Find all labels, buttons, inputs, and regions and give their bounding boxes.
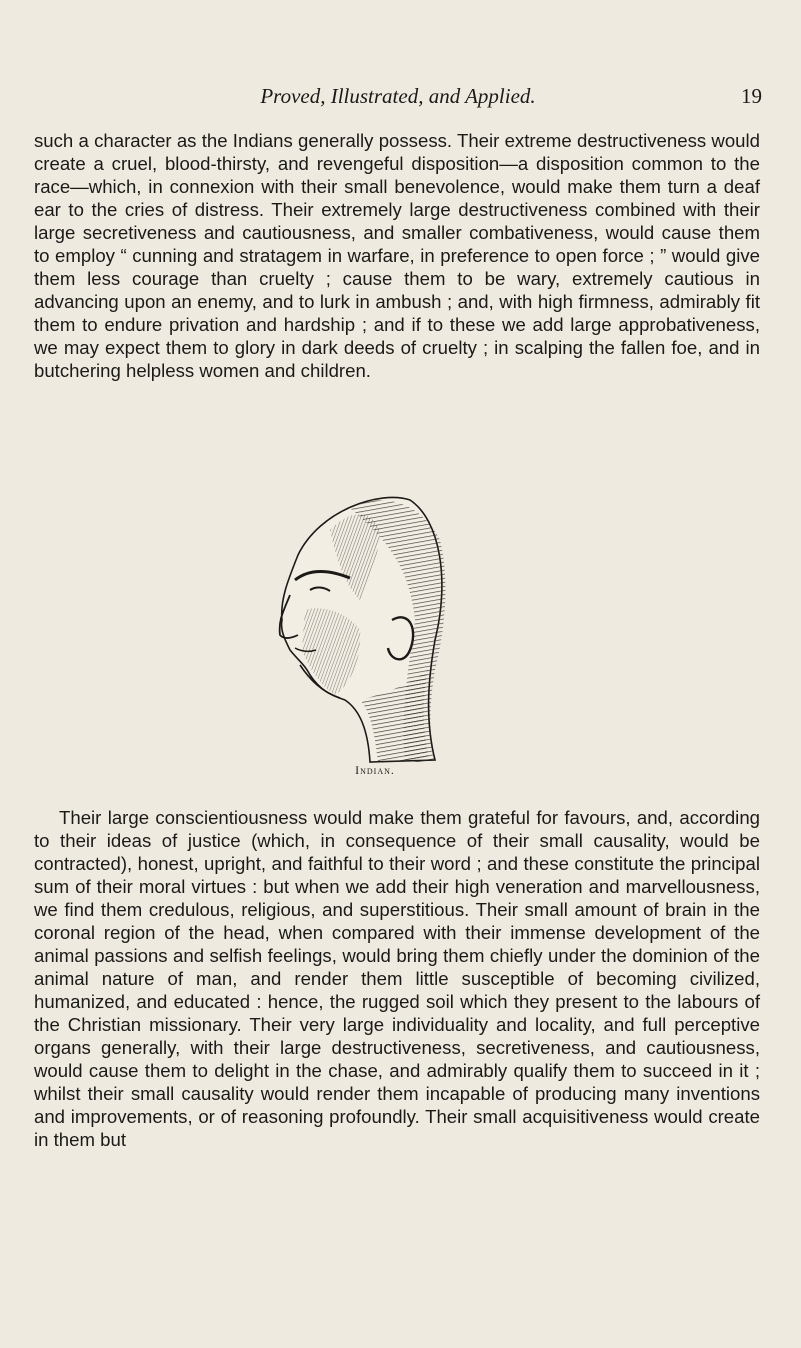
page-header [34, 80, 762, 112]
paragraph-2-text: Their large conscientiousness would make them grateful for favours, and, according to their ideas of justice (which, in consequence of their small causality, would be contracted), honest, upright, and faithful to their word ; and these constitute the principal sum of their moral virtues : but when we add their high veneration and marvellousness, we find them credulous, religious, and superstitious. Their small amount of brain in the coronal region of the head, when compared with their immense development of the animal passions and selfish feelings, would bring them chiefly under the dominion of the animal nature of man, and render them little susceptible of becoming civilized, humanized, and educated : hence, the rugged soil which they present to the labours of the Christian missionary. Their very large individuality and locality, and full perceptive organs generally, with their large destructiveness, secretiveness, and cautiousness, would cause them to delight in the chase, and admirably qualify them to succeed in it ; whilst their small causality would render them incapable of producing many inventions and improvements, or of reasoning profoundly. Their small acquisitiveness would create in them but [34, 807, 760, 1150]
paragraph-1 [34, 129, 760, 382]
figure-caption: Indian. [355, 763, 395, 777]
running-title: Proved, Illustrated, and Applied. [260, 84, 536, 108]
paragraph-1-text: such a character as the Indians generally possess. Their extreme destructiveness would create a cruel, blood-thirsty, and revengeful disposition—a disposition common to the race—which, in connexion with their small benevolence, would make them turn a deaf ear to the cries of distress. Their extremely large destructiveness combined with their large secretiveness and cautiousness, and smaller combativeness, would cause them to employ “ cunning and stratagem in warfare, in preference to open force ; ” would give them less courage than cruelty ; cause them to be wary, extremely cautious in advancing upon an enemy, and to lurk in ambush ; and, with high firmness, admirably fit them to endure privation and hardship ; and if to these we add large approbativeness, we may expect them to glory in dark deeds of cruelty ; in scalping the fallen foe, and in butchering helpless women and children. [34, 130, 760, 381]
paragraph-2 [34, 806, 760, 1151]
figure-indian-head [250, 470, 470, 780]
indian-head-profile-icon [250, 470, 470, 770]
page-number: 19 [741, 84, 762, 108]
